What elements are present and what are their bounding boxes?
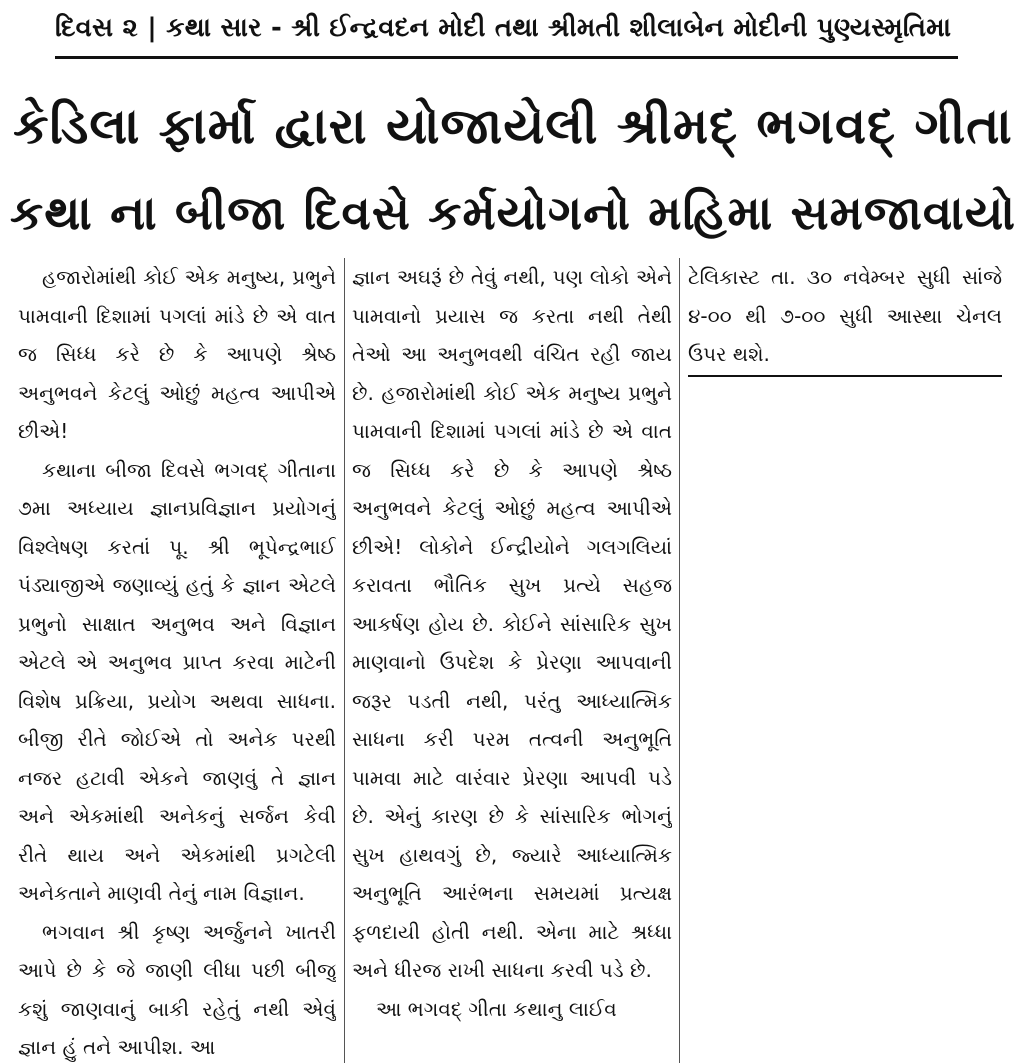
article-paragraph: જ્ઞાન અઘરૂં છે તેવું નથી, પણ લોકો એને પામવાનો પ્રયાસ જ કરતા નથી તેથી તેઓ આ અનુભવથી વંચિત રહી જાય છે. હજારોમાંથી કોઈ એક મનુષ્ય પ્રભુને પામવાની દિશામાં પગલાં માંડે છે એ વાત જ સિધ્ધ કરે છે કે આપણે શ્રેષ્ઠ અનુભવને કેટલું ઓછું મહત્વ આપીએ છીએ! લોકોને ઈન્દ્રીયોને ગલગલિયાં કરાવતા ભૌતિક સુખ પ્રત્યે સહજ આકર્ષણ હોય છે. કોઈને સાંસારિક સુખ માણવાનો ઉપદેશ કે પ્રેરણા આપવાની જરૂર પડતી નથી, પરંતુ આધ્યાત્મિક સાધના કરી પરમ તત્વની અનુભૂતિ પામવા માટે વારંવાર પ્રેરણા આપવી પડે છે. એનું કારણ છે કે સાંસારિક ભોગનું સુખ હાથવગું છે, જ્યારે આધ્યાત્મિક અનુભૂતિ આરંભના સમયમાં પ્રત્યક્ષ ફળદાયી હોતી નથી. એના માટે શ્રધ્ધા અને ધીરજ રાખી સાધના કરવી પડે છે.: [352, 265, 672, 982]
column-divider: [344, 258, 345, 1063]
column-3-underline: [688, 375, 1002, 377]
column-divider: [679, 258, 680, 1063]
headline-line-2: કથા ના બીજા દિવસે કર્મયોગનો મહિમા સમજાવાયો: [10, 186, 1016, 241]
article-paragraph: કથાના બીજા દિવસે ભગવદ્ ગીતાના ૭મા અધ્યાય જ્ઞાનપ્રવિજ્ઞાન પ્રયોગનું વિશ્લેષણ કરતાં પૂ. શ્રી ભૂપેન્દ્રભાઈ પંડ્યાજીએ જણાવ્યું હતું કે જ્ઞાન એટલે પ્રભુનો સાક્ષાત અનુભવ અને વિજ્ઞાન એટલે એ અનુભવ પ્રાપ્ત કરવા માટેની વિશેષ પ્રક્રિયા, પ્રયોગ અથવા સાધના. બીજી રીતે જોઈએ તો અનેક પરથી નજર હટાવી એકને જાણવું તે જ્ઞાન અને એકમાંથી અનેકનું સર્જન કેવી રીતે થાય અને એકમાંથી પ્રગટેલી અનેકતાને માણવી તેનું નામ વિજ્ઞાન.: [18, 457, 336, 905]
article-paragraph: આ ભગવદ્ ગીતા કથાનુ લાઈવ: [376, 996, 617, 1021]
article-column-1: [18, 258, 336, 1063]
article-paragraph: હજારોમાંથી કોઈ એક મનુષ્ય, પ્રભુને પામવાની દિશામાં પગલાં માંડે છે એ વાત જ સિધ્ધ કરે છે કે આપણે શ્રેષ્ઠ અનુભવને કેટલું ઓછું મહત્વ આપીએ છીએ!: [18, 265, 336, 443]
article-paragraph: ભગવાન શ્રી કૃષ્ણ અર્જુનને ખાતરી આપે છે કે જે જાણી લીધા પછી બીજુ કશું જાણવાનું બાકી રહેતું નથી એવું જ્ઞાન હું તને આપીશ. આ: [18, 919, 336, 1059]
article-column-3: [688, 258, 1002, 378]
article-column-2: [352, 258, 672, 1063]
kicker-line: દિવસ ૨ | કથા સાર - શ્રી ઈન્દ્રવદન મોદી તથા શ્રીમતી શીલાબેન મોદીની પુણ્યસ્મૃતિમા: [55, 13, 952, 43]
kicker-underline: [55, 56, 958, 59]
headline-line-1: કેડિલા ફાર્મા દ્વારા યોજાયેલી શ્રીમદ્ ભગવદ્ ગીતા: [13, 97, 1013, 155]
article-paragraph: ટેલિકાસ્ટ તા. ૩૦ નવેમ્બર સુધી સાંજે ૪-૦૦ થી ૭-૦૦ સુધી આસ્થા ચેનલ ઉપર થશે.: [688, 265, 1002, 366]
